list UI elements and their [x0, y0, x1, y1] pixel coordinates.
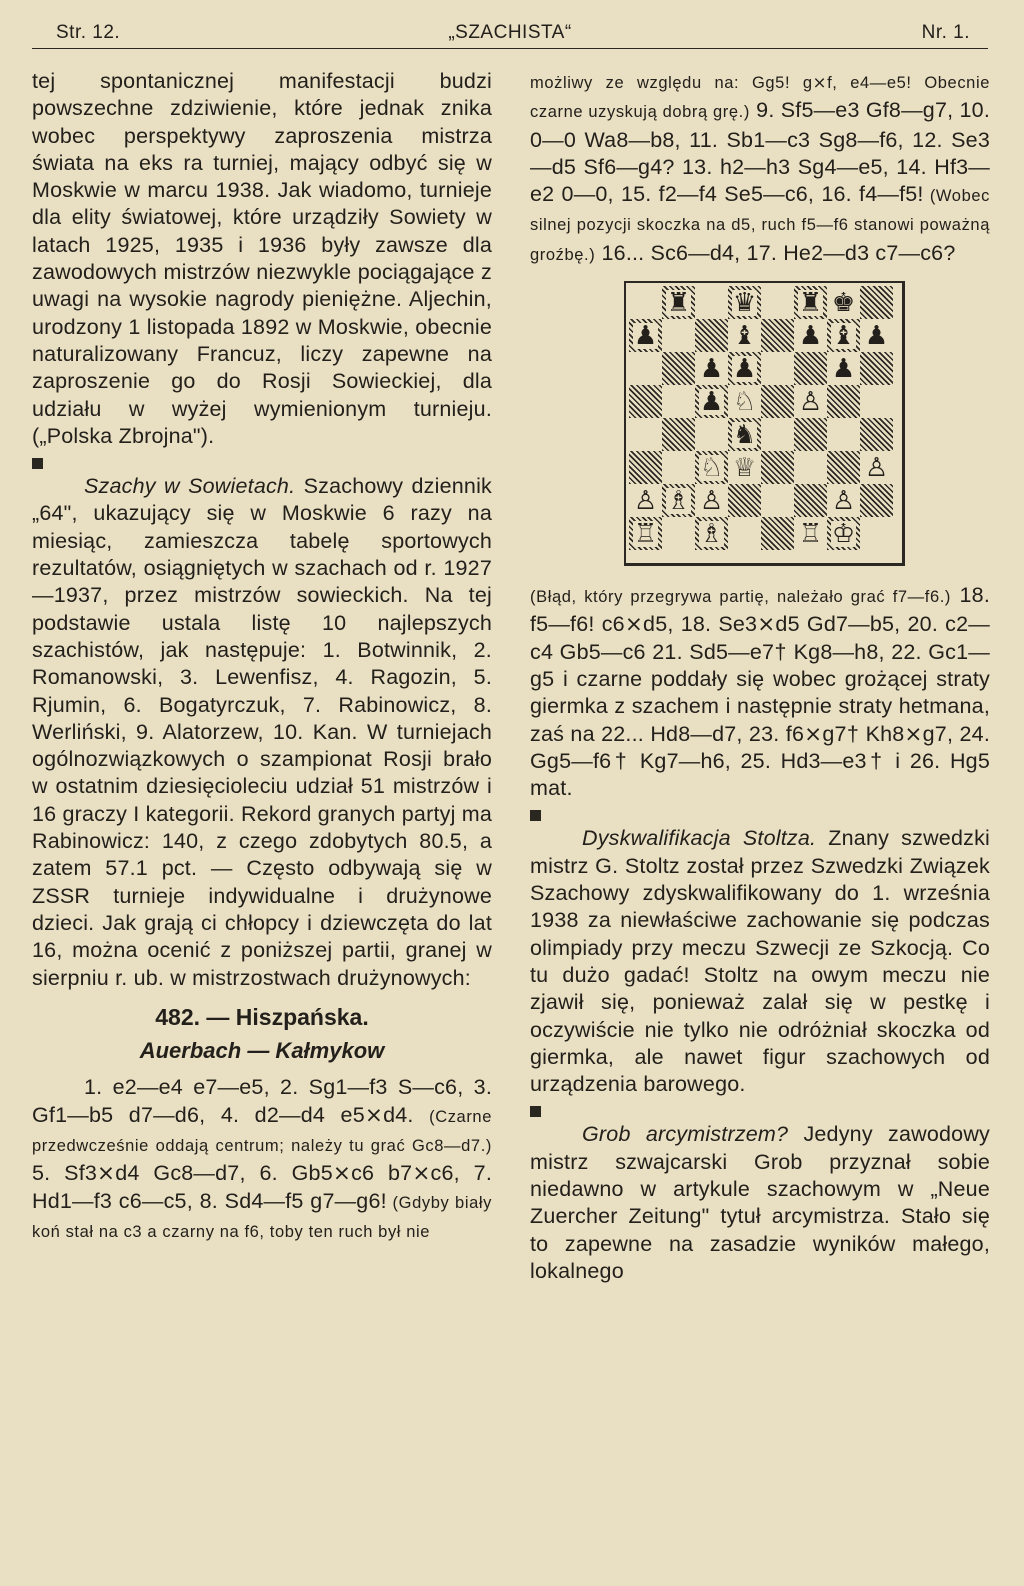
- right-column: [530, 68, 990, 1285]
- board-square: [662, 517, 695, 550]
- board-square: [860, 286, 893, 319]
- section-bullet-icon: [530, 810, 541, 821]
- paragraph-soviet-chess: Szachy w Sowietach. Szachowy dziennik „64", ukazujący się w Moskwie 6 razy na miesiąc, zamieszcza tabelę sportowych rezultatów, osiągniętych w szachach od r. 1927—1937, przez mistrzów sowieckich. Na tej podstawie ustala listę 10 najlepszych szachistów, jak następuje: 1. Botwinnik, 2. Romanowski, 3. Lewenfisz, 4. Ragozin, 5. Rjumin, 6. Bogatyrczuk, 7. Rabinowicz, 8. Werliński, 9. Alatorzew, 10. Kan. W turniejach ogólnozwiązkowych o szampionat Rosji brało w ostatnim dziesięcioleciu udział 51 mistrzów i 16 graczy I kategorii. Rekord granych partyj ma Rabinowicz: 140, z czego zdobytych 80.5, a zatem 57.1 pct. — Często odbywają się w ZSSR turnieje indywidualne i drużynowe dzieci. Jak grają ci chłopcy i dziewczęta do lat 16, można ocenić z poniższej partii, granej w sierpniu r. ub. w mistrzostwach drużynowych:: [32, 474, 492, 990]
- chess-piece-icon: ♘: [699, 452, 724, 483]
- board-square: [761, 484, 794, 517]
- game-title: 482. — Hiszpańska.: [155, 1003, 369, 1030]
- board-square: [827, 385, 860, 418]
- chess-piece-icon: ♟: [798, 320, 823, 351]
- paragraph-aljechin: tej spontanicznej manifestacji budzi powszechne zdziwienie, które jednak znika wobec perspektywy zaproszenia mistrza świata na eks ra turniej, mający odbyć się w Moskwie w marcu 1938. Jak wiadomo, turnieje dla elity światowej, które urządziły Sowiety w latach 1925, 1935 i 1936 były zawsze dla zawodowych mistrzów niezwykle pociągające z uwagi na wysokie nagrody pieniężne. Aljechin, urodzony 1 listopada 1892 w Moskwie, obecnie naturalizowany Francuz, liczy zapewne na zaproszenie go do Rosji Sowieckiej, dla udziału w wyżej wymienionym turnieju. („Polska Zbrojna").: [32, 69, 492, 448]
- board-square: [629, 352, 662, 385]
- board-square: [728, 319, 761, 352]
- board-square: [794, 418, 827, 451]
- section-title-grob: Grob arcymistrzem?: [582, 1122, 789, 1147]
- chess-piece-icon: ♟: [699, 353, 724, 384]
- board-square: [662, 484, 695, 517]
- paragraph-grob: Grob arcymistrzem? Jedyny zawodowy mistrz szwajcarski Grob przyznał sobie niedawno w artykule szachowym w „Neue Zuercher Zeitung" tytuł arcymistrza. Stało się to zapewne na zasadzie wyników małego, lokalnego: [530, 1122, 990, 1283]
- board-square: [662, 319, 695, 352]
- chess-piece-icon: ♝: [732, 320, 757, 351]
- game-note: (Gdyby biały koń stał na c3 a czarny na f6, toby ten ruch był nie: [32, 1193, 492, 1241]
- board-square: [695, 418, 728, 451]
- board-square: [695, 352, 728, 385]
- game-note: (Czarne przedwcześnie oddają centrum; należy tu grać Gc8—d7.): [32, 1107, 492, 1155]
- board-square: [761, 352, 794, 385]
- board-square: [629, 451, 662, 484]
- board-square: [794, 484, 827, 517]
- board-square: [794, 385, 827, 418]
- board-square: [695, 484, 728, 517]
- section-title-stoltz: Dyskwalifikacja Stoltza.: [582, 826, 817, 851]
- chess-piece-icon: ♜: [798, 287, 823, 318]
- board-square: [629, 418, 662, 451]
- chess-piece-icon: ♙: [633, 485, 658, 516]
- board-square: [662, 352, 695, 385]
- chess-piece-icon: ♟: [864, 320, 889, 351]
- board-square: [761, 517, 794, 550]
- left-column: [32, 68, 492, 1246]
- board-square: [761, 286, 794, 319]
- chess-piece-icon: ♟: [831, 353, 856, 384]
- game-moves-continued: możliwy ze względu na: Gg5! g⨯f, e4—e5! Obecnie czarne uzyskują dobrą grę.) 9. Sf5—e3 Gf8—g7, 10. 0—0 Wa8—b8, 11. Sb1—c3 Sg8—f6, 12. Se3—d5 Sf6—g4? 13. h2—h3 Sg4—e5, 14. Hf3—e2 0—0, 15. f2—f4 Se5—c6, 16. f4—f5! (Wobec silnej pozycji skoczka na d5, ruch f5—f6 stanowi poważną groźbę.) 16... Sc6—d4, 17. He2—d3 c7—c6?: [530, 74, 990, 265]
- board-square: [728, 352, 761, 385]
- game-note: możliwy ze względu na: Gg5! g⨯f, e4—e5! Obecnie czarne uzyskują dobrą grę.): [530, 74, 990, 122]
- board-square: [761, 319, 794, 352]
- board-square: [629, 319, 662, 352]
- chess-piece-icon: ♛: [732, 287, 757, 318]
- board-square: [794, 451, 827, 484]
- paragraph-stoltz: Dyskwalifikacja Stoltza. Znany szwedzki mistrz G. Stoltz został przez Szwedzki Związek Szachowy zdyskwalifikowany do 1. września 1938 za niewłaściwe zachowanie się podczas olimpiady przy meczu Szwecji ze Szkocją. Co tu dużo gadać! Stoltz na owym meczu nie zjawił się, ponieważ zalał się w pestkę i oczywiście nie tylko nie odróżniał skoczka od giermka, ale nawet figur szachowych od urządzenia barowego.: [530, 826, 991, 1097]
- chess-piece-icon: ♔: [831, 518, 856, 549]
- board-square: [860, 319, 893, 352]
- board-square: [761, 418, 794, 451]
- game-conclusion: (Błąd, który przegrywa partię, należało grać f7—f6.) 18. f5—f6! c6⨯d5, 18. Se3⨯d5 Gd7—b5, 20. c2—c4 Gb5—c6 21. Sd5—e7† Kg8—h8, 22. Gc1—g5 i czarne poddały się wobec grożącej straty giermka z szachem i następnie straty hetmana, zaś na 22... Hd8—d7, 23. f6⨯g7† Kh8⨯g7, 24. Gg5—f6† Kg7—h6, 25. Hd3—e3† i 26. Hg5 mat.: [530, 583, 990, 801]
- chess-piece-icon: ♖: [798, 518, 823, 549]
- page-number: Str. 12.: [56, 22, 121, 43]
- board-square: [860, 451, 893, 484]
- board-square: [695, 451, 728, 484]
- chess-piece-icon: ♟: [633, 320, 658, 351]
- section-bullet-icon: [530, 1106, 541, 1117]
- board-square: [827, 352, 860, 385]
- board-square: [860, 352, 893, 385]
- chess-board: [629, 286, 899, 550]
- chess-piece-icon: ♟: [699, 386, 724, 417]
- chess-piece-icon: ♙: [798, 386, 823, 417]
- issue-number: Nr. 1.: [921, 22, 970, 43]
- board-square: [662, 451, 695, 484]
- board-square: [827, 286, 860, 319]
- game-note: (Błąd, który przegrywa partię, należało grać f7—f6.): [530, 588, 952, 607]
- board-square: [827, 484, 860, 517]
- board-square: [662, 385, 695, 418]
- board-square: [794, 319, 827, 352]
- game-moves: 1. e2—e4 e7—e5, 2. Sg1—f3 S—c6, 3. Gf1—b5 d7—d6, 4. d2—d4 e5⨯d4. (Czarne przedwcześnie oddają centrum; należy tu grać Gc8—d7.) 5. Sf3⨯d4 Gc8—d7, 6. Gb5⨯c6 b7⨯c6, 7. Hd1—f3 c6—c5, 8. Sd4—f5 g7—g6! (Gdyby biały koń stał na c3 a czarny na f6, toby ten ruch był nie: [32, 1075, 492, 1241]
- board-square: [629, 484, 662, 517]
- board-square: [860, 385, 893, 418]
- board-square: [728, 385, 761, 418]
- chess-diagram: [624, 281, 905, 566]
- board-square: [629, 286, 662, 319]
- game-note: (Wobec silnej pozycji skoczka na d5, ruch f5—f6 stanowi poważną groźbę.): [530, 187, 990, 264]
- board-square: [695, 385, 728, 418]
- chess-piece-icon: ♗: [666, 485, 691, 516]
- board-square: [794, 286, 827, 319]
- chess-piece-icon: ♞: [732, 419, 757, 450]
- board-square: [728, 484, 761, 517]
- game-players: Auerbach — Kałmykow: [139, 1038, 385, 1064]
- board-square: [695, 286, 728, 319]
- chess-piece-icon: ♚: [831, 287, 856, 318]
- section-bullet-icon: [32, 458, 43, 469]
- board-square: [662, 418, 695, 451]
- board-square: [629, 385, 662, 418]
- board-square: [728, 517, 761, 550]
- chess-piece-icon: ♜: [666, 287, 691, 318]
- chess-piece-icon: ♝: [831, 320, 856, 351]
- chess-piece-icon: ♘: [732, 386, 757, 417]
- board-square: [794, 517, 827, 550]
- chess-piece-icon: ♟: [732, 353, 757, 384]
- board-square: [728, 418, 761, 451]
- board-square: [728, 451, 761, 484]
- board-square: [827, 517, 860, 550]
- chess-piece-icon: ♗: [699, 518, 724, 549]
- board-square: [761, 385, 794, 418]
- chess-piece-icon: ♙: [831, 485, 856, 516]
- board-square: [761, 451, 794, 484]
- board-square: [827, 418, 860, 451]
- board-square: [662, 286, 695, 319]
- board-square: [827, 319, 860, 352]
- board-square: [860, 517, 893, 550]
- board-square: [629, 517, 662, 550]
- board-square: [728, 286, 761, 319]
- board-square: [695, 517, 728, 550]
- chess-piece-icon: ♙: [699, 485, 724, 516]
- chess-piece-icon: ♙: [864, 452, 889, 483]
- magazine-title: „SZACHISTA“: [448, 22, 572, 43]
- board-square: [860, 418, 893, 451]
- page-header: [32, 14, 988, 49]
- board-square: [860, 484, 893, 517]
- board-square: [794, 352, 827, 385]
- board-square: [695, 319, 728, 352]
- section-title-soviet-chess: Szachy w Sowietach.: [84, 474, 296, 499]
- chess-piece-icon: ♖: [633, 518, 658, 549]
- chess-piece-icon: ♕: [732, 452, 757, 483]
- board-square: [827, 451, 860, 484]
